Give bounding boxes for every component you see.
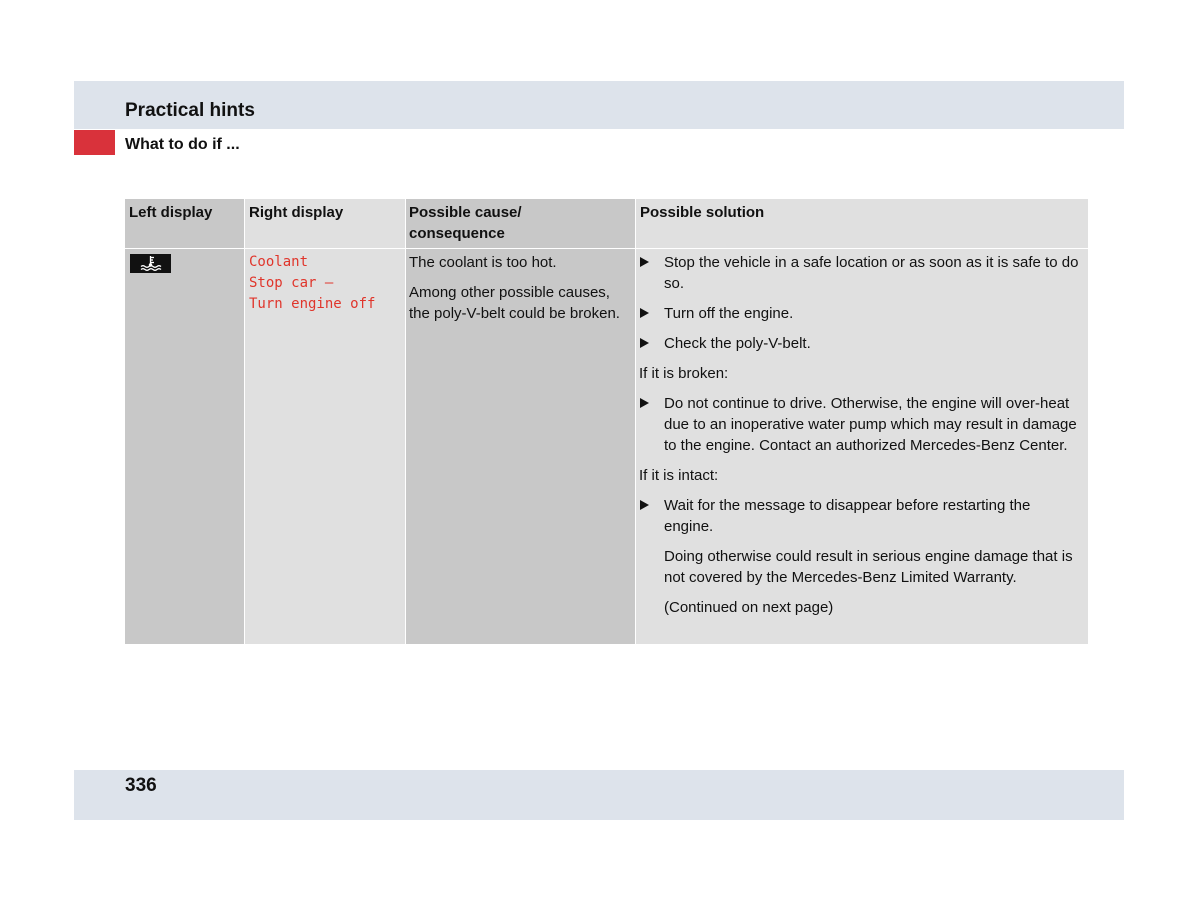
bullet-arrow-icon (640, 500, 649, 510)
condition-label: If it is intact: (639, 467, 719, 484)
bullet-arrow-icon (640, 308, 649, 318)
column-divider (244, 199, 245, 644)
header-right-display: Right display (249, 204, 344, 221)
solution-step: Turn off the engine. (639, 303, 1082, 324)
bullet-arrow-icon (640, 257, 649, 267)
footer-band (74, 770, 1124, 820)
condition-label: If it is broken: (639, 365, 729, 382)
bullet-arrow-icon (640, 398, 649, 408)
message-table (125, 199, 1088, 644)
cause-paragraph: The coolant is too hot. (409, 254, 557, 271)
display-line: Stop car – (249, 275, 334, 291)
cause-text (409, 252, 629, 333)
page-number: 336 (125, 775, 157, 796)
section-accent-marker (74, 130, 115, 155)
continued-note: (Continued on next page) (664, 599, 834, 616)
column-divider (635, 199, 636, 644)
header-left-display: Left display (129, 204, 213, 221)
warning-note: Doing otherwise could result in serious engine damage that is not covered by the Mercedes-Benz Limited Warranty. (664, 548, 1073, 586)
solution-step: Stop the vehicle in a safe location or as soon as it is safe to do so. (639, 252, 1082, 294)
subsection-title: What to do if ... (125, 136, 240, 153)
column-divider (405, 199, 406, 644)
header-row-divider (125, 248, 1088, 249)
display-line: Coolant (249, 254, 309, 270)
cause-paragraph: Among other possible causes, the poly-V-belt could be broken. (409, 284, 620, 322)
coolant-temperature-icon (130, 254, 171, 273)
solution-step: Check the poly-V-belt. (639, 333, 1082, 354)
bullet-arrow-icon (640, 338, 649, 348)
solution-step: Do not continue to drive. Otherwise, the engine will over-heat due to an inoperative water pump which may result in damage to the engine. Contact an authorized Mercedes-Benz Center. (639, 393, 1082, 456)
header-possible-cause: Possible cause/ consequence (409, 204, 522, 242)
header-possible-solution: Possible solution (640, 204, 765, 221)
right-display-message (249, 252, 399, 315)
section-title: Practical hints (125, 100, 255, 121)
solution-text (639, 252, 1082, 627)
display-line: Turn engine off (249, 296, 376, 312)
solution-step: Wait for the message to disappear before restarting the engine. (639, 495, 1082, 537)
